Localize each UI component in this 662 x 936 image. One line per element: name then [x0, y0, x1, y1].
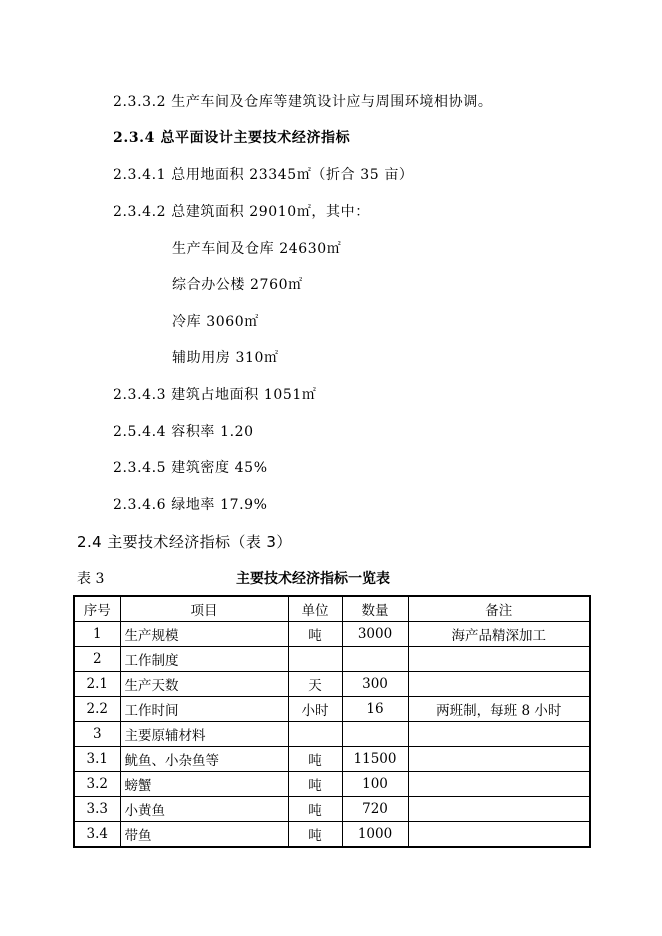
section-heading-2-3-4: 2.3.4 总平面设计主要技术经济指标 — [113, 130, 351, 146]
cell-unit: 吨 — [288, 747, 342, 772]
clause-2-3-4-3: 2.3.4.3 建筑占地面积 1051㎡ — [113, 387, 317, 403]
sub-item-production-workshop: 生产车间及仓库 24630㎡ — [172, 241, 342, 257]
cell-serial: 3 — [74, 722, 120, 747]
table-row — [74, 747, 590, 772]
cell-unit — [288, 722, 342, 747]
table-row — [74, 622, 590, 647]
cell-serial: 3.2 — [74, 772, 120, 797]
table-title: 主要技术经济指标一览表 — [236, 571, 390, 587]
table-row — [74, 697, 590, 722]
cell-item: 带鱼 — [120, 822, 288, 848]
cell-serial: 2 — [74, 647, 120, 672]
cell-remarks — [408, 722, 590, 747]
cell-item: 工作时间 — [120, 697, 288, 722]
table-row — [74, 797, 590, 822]
cell-serial: 3.1 — [74, 747, 120, 772]
cell-remarks: 两班制，每班 8 小时 — [408, 697, 590, 722]
cell-remarks — [408, 772, 590, 797]
header-serial: 序号 — [74, 596, 120, 622]
cell-quantity: 11500 — [342, 747, 408, 772]
cell-unit: 吨 — [288, 622, 342, 647]
cell-unit — [288, 647, 342, 672]
cell-remarks — [408, 797, 590, 822]
table-row — [74, 822, 590, 848]
clause-2-5-4-4: 2.5.4.4 容积率 1.20 — [113, 424, 254, 440]
header-remarks: 备注 — [408, 596, 590, 622]
cell-remarks — [408, 747, 590, 772]
section-heading-2-4: 2.4 主要技术经济指标（表 3） — [77, 533, 292, 551]
cell-remarks — [408, 672, 590, 697]
header-quantity: 数量 — [342, 596, 408, 622]
clause-2-3-4-6: 2.3.4.6 绿地率 17.9% — [113, 497, 268, 513]
cell-serial: 2.2 — [74, 697, 120, 722]
cell-remarks — [408, 822, 590, 848]
cell-serial: 3.4 — [74, 822, 120, 848]
cell-quantity: 100 — [342, 772, 408, 797]
sub-item-cold-storage: 冷库 3060㎡ — [172, 314, 259, 330]
cell-serial: 3.3 — [74, 797, 120, 822]
cell-serial: 2.1 — [74, 672, 120, 697]
table-label: 表 3 — [77, 571, 105, 587]
cell-unit: 吨 — [288, 822, 342, 848]
cell-quantity: 16 — [342, 697, 408, 722]
header-item: 项目 — [120, 596, 288, 622]
cell-quantity — [342, 722, 408, 747]
clause-2-3-4-5: 2.3.4.5 建筑密度 45% — [113, 460, 268, 476]
cell-quantity: 3000 — [342, 622, 408, 647]
cell-unit: 吨 — [288, 797, 342, 822]
cell-remarks — [408, 647, 590, 672]
cell-item: 小黄鱼 — [120, 797, 288, 822]
table-header-row — [74, 596, 590, 622]
cell-item: 鱿鱼、小杂鱼等 — [120, 747, 288, 772]
table-row — [74, 647, 590, 672]
cell-unit: 天 — [288, 672, 342, 697]
cell-unit: 小时 — [288, 697, 342, 722]
clause-2-3-4-1: 2.3.4.1 总用地面积 23345㎡（折合 35 亩） — [113, 167, 414, 183]
sub-item-auxiliary-rooms: 辅助用房 310㎡ — [172, 350, 279, 366]
clause-2-3-4-2: 2.3.4.2 总建筑面积 29010㎡，其中： — [113, 204, 370, 220]
table-row — [74, 772, 590, 797]
cell-quantity: 720 — [342, 797, 408, 822]
cell-item: 工作制度 — [120, 647, 288, 672]
cell-item: 生产天数 — [120, 672, 288, 697]
header-unit: 单位 — [288, 596, 342, 622]
technical-indicators-table — [73, 595, 591, 848]
cell-item: 生产规模 — [120, 622, 288, 647]
cell-remarks: 海产品精深加工 — [408, 622, 590, 647]
cell-quantity: 300 — [342, 672, 408, 697]
table-row — [74, 672, 590, 697]
table-row — [74, 722, 590, 747]
cell-unit: 吨 — [288, 772, 342, 797]
cell-item: 螃蟹 — [120, 772, 288, 797]
cell-quantity: 1000 — [342, 822, 408, 848]
cell-quantity — [342, 647, 408, 672]
cell-item: 主要原辅材料 — [120, 722, 288, 747]
sub-item-office-building: 综合办公楼 2760㎡ — [172, 277, 303, 293]
cell-serial: 1 — [74, 622, 120, 647]
clause-2-3-3-2: 2.3.3.2 生产车间及仓库等建筑设计应与周围环境相协调。 — [113, 94, 493, 110]
